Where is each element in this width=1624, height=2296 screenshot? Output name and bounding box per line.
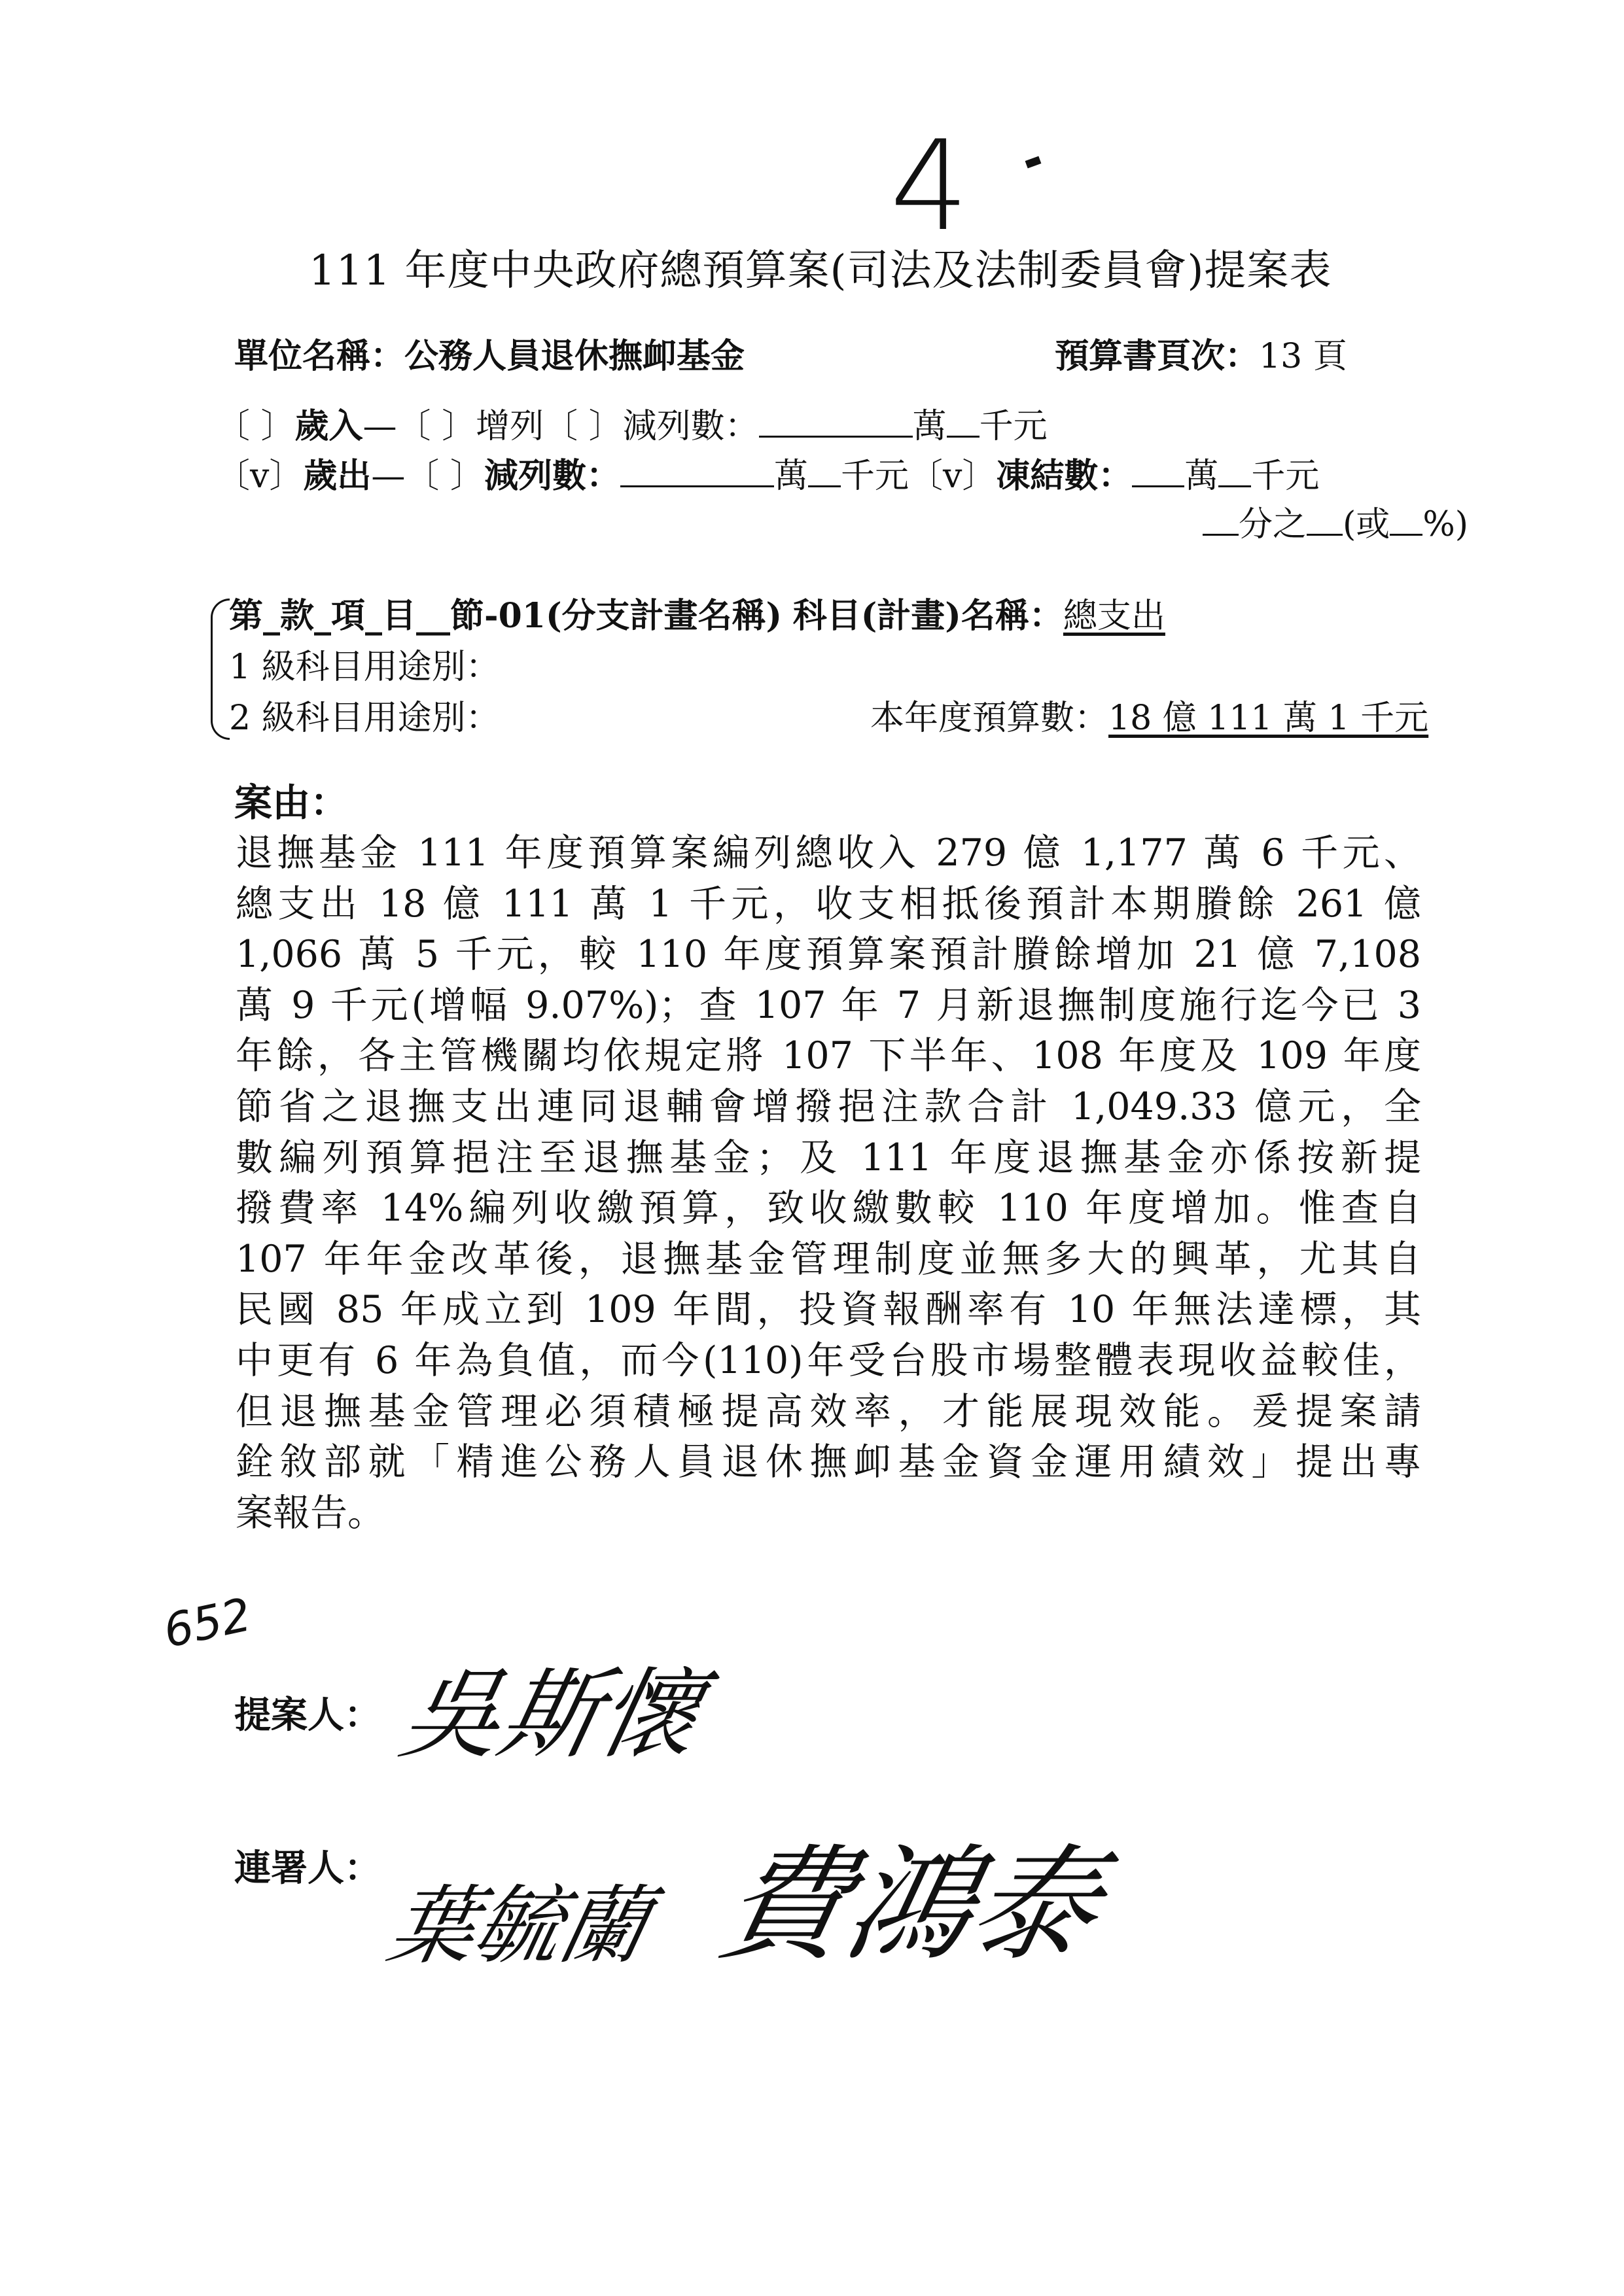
reason-line: 案報告。 (236, 1491, 385, 1535)
cosigner-signature-1: 葉毓蘭 (380, 1876, 657, 1975)
subject-bracket (211, 599, 230, 740)
dash: — (362, 407, 397, 446)
subject-name-value: 總支出 (1063, 597, 1165, 636)
amount-blank (620, 457, 774, 487)
wan-unit: 萬 (773, 457, 808, 496)
handwritten-note: 652 (158, 1588, 256, 1658)
dash: — (371, 457, 406, 496)
amount-blank (947, 407, 980, 438)
expense-checkbox: 〔v〕 (216, 457, 304, 496)
pct-label: %) (1422, 505, 1469, 544)
amount-blank (1218, 457, 1251, 487)
freeze-label: 凍結數： (996, 456, 1133, 496)
wan-unit: 萬 (912, 407, 947, 446)
decrease-checkbox: 〔 〕 (544, 407, 623, 446)
reason-line: 總支出 18 億 111 萬 1 千元，收支相抵後預計本期賸餘 261 億 (236, 882, 1421, 926)
qian-unit: 千元 (979, 407, 1048, 446)
cosigner-signature-2: 費鴻泰 (709, 1833, 1113, 1977)
budget-page (1055, 337, 1347, 376)
proposer-label: 提案人： (234, 1694, 381, 1737)
fraction-line (1203, 505, 1468, 544)
increase-checkbox: 〔 〕 (397, 407, 476, 446)
document-title: 111 年度中央政府總預算案(司法及法制委員會)提案表 (309, 247, 1332, 295)
subject-line (229, 597, 1165, 636)
reason-label: 案由： (234, 780, 349, 825)
cosigner-label: 連署人： (234, 1847, 381, 1890)
blank (1203, 505, 1239, 536)
handwritten-page-number: 4 (890, 114, 969, 258)
reason-line: 民國 85 年成立到 109 年間，投資報酬率有 10 年無法達標，其 (236, 1288, 1421, 1332)
unit-value: 公務人員退休撫卹基金 (404, 336, 745, 376)
reason-line: 1,066 萬 5 千元，較 110 年度預算案預計賸餘增加 21 億 7,108 (236, 933, 1421, 977)
unit-label: 單位名稱： (234, 336, 405, 376)
handwritten-dash (1025, 156, 1042, 169)
freeze-checkbox: 〔v〕 (908, 457, 997, 496)
reason-line: 萬 9 千元(增幅 9.07%)；查 107 年 7 月新退撫制度施行迄今已 3 (236, 983, 1421, 1027)
reason-line: 中更有 6 年為負值，而今(110)年受台股市場整體表現收益較佳， (236, 1339, 1421, 1382)
reason-line: 107 年年金改革後，退撫基金管理制度並無多大的興革，尤其自 (236, 1237, 1421, 1281)
budget-page-value: 13 頁 (1259, 337, 1347, 376)
budget-page-label: 預算書頁次： (1055, 336, 1260, 376)
reason-line: 數編列預算挹注至退撫基金；及 111 年度退撫基金亦係按新提 (236, 1136, 1421, 1179)
proposer-signature: 吳斯懷 (391, 1658, 711, 1772)
reason-line: 銓敘部就「精進公務人員退休撫卹基金資金運用績效」提出專 (236, 1440, 1421, 1484)
reason-line: 年餘，各主管機關均依規定將 107 下半年、108 年度及 109 年度 (236, 1034, 1421, 1078)
huo-label: (或 (1343, 505, 1390, 544)
blank (1307, 505, 1343, 536)
amount-blank (759, 407, 913, 438)
amount-blank (1132, 457, 1184, 487)
reason-line: 退撫基金 111 年度預算案編列總收入 279 億 1,177 萬 6 千元、 (236, 831, 1421, 875)
revenue-line (216, 407, 1048, 446)
qian-unit: 千元 (1251, 457, 1320, 496)
qian-unit: 千元 (840, 457, 909, 496)
wan-unit: 萬 (1184, 457, 1219, 496)
fen-label: 分之 (1239, 505, 1307, 544)
decrease-checkbox: 〔 〕 (405, 457, 484, 496)
subject-name-label: 科目(計畫)名稱： (792, 596, 1063, 636)
expense-label: 歲出 (303, 456, 372, 496)
level1-usage: 1 級科目用途別： (229, 648, 500, 687)
revenue-label: 歲入 (294, 406, 363, 446)
reason-line: 節省之退撫支出連同退輔會增撥挹注款合計 1,049.33 億元，全 (236, 1085, 1421, 1128)
unit-name (234, 337, 745, 376)
current-budget-value: 18 億 111 萬 1 千元 (1108, 699, 1429, 738)
current-budget-label: 本年度預算數： (870, 699, 1109, 738)
reason-line: 但退撫基金管理必須積極提高效率，才能展現效能。爰提案請 (236, 1389, 1421, 1433)
level2-usage: 2 級科目用途別： (229, 699, 500, 738)
blank (1390, 505, 1422, 536)
reason-line: 撥費率 14%編列收繳預算，致收繳數較 110 年度增加。惟查自 (236, 1187, 1421, 1230)
decrease-label: 減列數： (622, 407, 759, 446)
subject-prefix: 第_款_項_目__節-01(分支計畫名稱) (229, 596, 783, 636)
amount-blank (808, 457, 841, 487)
current-budget (870, 699, 1428, 738)
decrease-label: 減列數： (484, 456, 620, 496)
expense-line (216, 457, 1319, 496)
revenue-checkbox: 〔 〕 (216, 407, 295, 446)
increase-label: 增列 (476, 407, 544, 446)
